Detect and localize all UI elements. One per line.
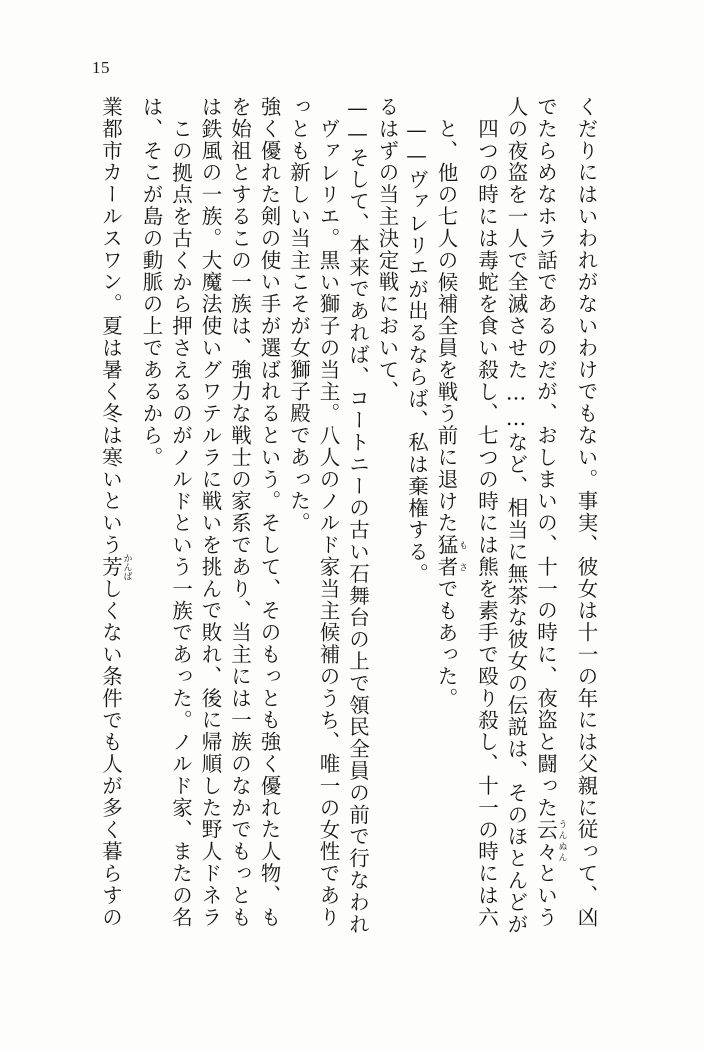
ruby-unnun: 云々 うんぬん xyxy=(533,818,567,863)
text-column: ——そして、本来であれば、コートニーの古い石舞台の上で領民全員の前で行なわれ xyxy=(345,96,370,936)
ruby-kanba: 芳 かんば xyxy=(98,553,132,581)
ruby-mosa: 猛者 もさ xyxy=(434,534,467,578)
text-column: るはずの当主決定戦において、 xyxy=(375,96,399,403)
text-column: でたらめなホラ話であるのだが、おしまいの、十一の時に、夜盗と闘った云々 うんぬんという xyxy=(533,96,567,929)
text-column: を始祖とするこの一族は、強力な戦士の家系であり、当主には一族のなかでもっとも xyxy=(227,96,252,929)
text-column: 人の夜盗を一人で全滅させた……など、相当に無茶な彼女の伝説は、そのほとんどが xyxy=(504,96,528,936)
text-column: っとも新しい当主こそが女獅子殿であった。 xyxy=(286,96,311,534)
page-number: 15 xyxy=(92,58,110,77)
text-column: は、そこが島の動脈の上であるから。 xyxy=(139,96,163,469)
text-column: ——ヴァレリエが出るならば、私は棄権する。 xyxy=(404,118,429,585)
text-column: くだりにはいわれがないわけでもない。事実、彼女は十一の年には父親に従って、凶 xyxy=(574,96,598,929)
text-column: は鉄風の一族。大魔法使いグワテルラに戦いを挑んで敗れ、後に帰順した野人ドネラ xyxy=(198,96,222,929)
text-column: ヴァレリエ。黒い獅子の当主。八人のノルド家当主候補のうち、唯一の女性であり xyxy=(316,118,340,929)
text-column: 業都市カールスワン。夏は暑く冬は寒いという芳 かんばしくない条件でも人が多く暮らすの xyxy=(98,96,132,929)
text-column: この拠点を古くから押さえるのがノルドという一族であった。ノルド家、またの名 xyxy=(168,118,193,929)
text-column: 四つの時には毒蛇を食い殺し、七つの時には熊を素手で殴り殺し、十一の時には六 xyxy=(474,118,499,929)
text-column: 強く優れた剣の使い手が選ばれるという。そして、そのもっとも強く優れた人物、も xyxy=(257,96,281,929)
body-text-block xyxy=(91,96,651,976)
text-column: と、他の七人の候補全員を戦う前に退けた猛者 もさでもあった。 xyxy=(434,118,467,710)
